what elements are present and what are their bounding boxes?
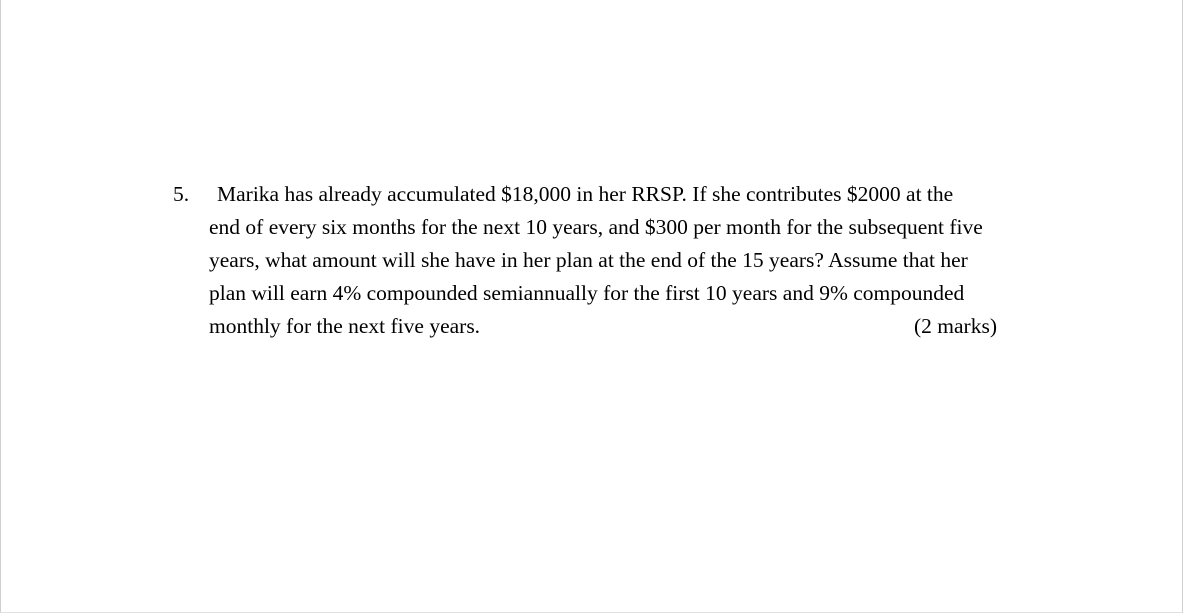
question-line-3: years, what amount will she have in her plan at the end of the 15 years? Assume that her bbox=[209, 248, 968, 272]
question-line-5: monthly for the next five years. bbox=[209, 314, 481, 338]
question-line-4: plan will earn 4% compounded semiannually for the first 10 years and 9% compounded bbox=[209, 281, 965, 305]
question-line-1: Marika has already accumulated $18,000 in her RRSP. If she contributes $2000 at the bbox=[217, 182, 954, 206]
question-last-line bbox=[209, 310, 997, 343]
marks-label: (2 marks) bbox=[914, 314, 997, 338]
question-number: 5. bbox=[173, 182, 190, 206]
question-text bbox=[209, 178, 1053, 343]
question-line-2: end of every six months for the next 10 years, and $300 per month for the subsequent five bbox=[209, 215, 983, 239]
